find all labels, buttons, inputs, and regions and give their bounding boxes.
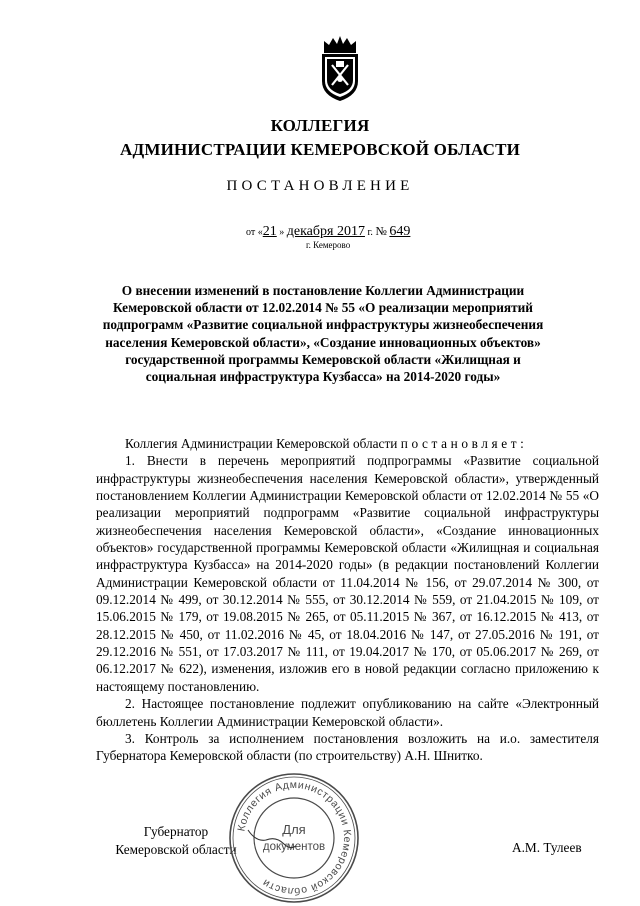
svg-text:документов: документов bbox=[262, 841, 326, 853]
document-subject: О внесении изменений в постановление Коллегии Администрации Кемеровской области от 12.02.2014 № 55 «О реализации мероприятий подпрограмм «Развитие социальной инфраструктуры жизнеобеспечения населения Кемеровской области», «Создание инновационных объектов» государственной программы Кемеровской области «Жилищная и социальная инфраструктура Кузбасса» на 2014-2020 годы» bbox=[102, 283, 544, 385]
signatory-name: А.М. Тулеев bbox=[512, 840, 582, 855]
document-type: ПОСТАНОВЛЕНИЕ bbox=[226, 178, 414, 194]
signatory-title-line1: Губернатор bbox=[143, 824, 209, 839]
intro-decree: постановляет: bbox=[400, 436, 528, 451]
intro-lead: Коллегия Администрации Кемеровской области bbox=[125, 436, 398, 451]
date-prefix: от « bbox=[246, 227, 263, 238]
svg-text:Для: Для bbox=[282, 822, 306, 837]
document-number: 649 bbox=[389, 224, 411, 239]
date-mid: » bbox=[279, 227, 285, 238]
number-label: № bbox=[375, 224, 387, 238]
item-1: 1. Внести в перечень мероприятий подпрограммы «Развитие социальной инфраструктуры жизнеобеспечения населения Кемеровской области», утвержденный постановлением Коллегии Администрации Кемеровской области от 12.02.2014 № 55 «О реализации мероприятий подпрограмм «Развитие социальной инфраструктуры жизнеобеспечения населения Кемеровской области», «Создание инновационных объектов» государственной программы Кемеровской области «Жилищная и социальная инфраструктура Кузбасса» на 2014-2020 годы» (в редакции постановлений Коллегии Администрации Кемеровской области от 11.04.2014 № 156, от 29.07.2014 № 300, от 09.12.2014 № 499, от 30.12.2014 № 555, от 30.12.2014 № 559, от 21.04.2015 № 109, от 15.06.2015 № 179, от 19.08.2015 № 265, от 05.11.2015 № 367, от 16.12.2015 № 413, от 28.12.2015 № 450, от 11.02.2016 № 45, от 18.04.2016 № 147, от 27.05.2016 № 191, от 29.12.2016 № 551, от 17.03.2017 № 111, от 19.04.2017 № 170, от 05.06.2017 № 269, от 06.12.2017 № 622), изменения, изложив его в новой редакции согласно приложению к настоящему постановлению. bbox=[96, 453, 599, 694]
signatory-title-line2: Кемеровской области bbox=[115, 841, 237, 857]
date-month-year: декабря 2017 bbox=[286, 224, 365, 239]
intro-paragraph bbox=[96, 435, 599, 452]
coat-of-arms-emblem bbox=[316, 35, 364, 103]
org-name-line1: КОЛЛЕГИЯ bbox=[270, 116, 370, 135]
city: г. Кемерово bbox=[306, 240, 351, 250]
svg-text:Коллегия Администрации Кемеров: Коллегия Администрации Кемеровской области bbox=[235, 778, 354, 898]
item-2: 2. Настоящее постановление подлежит опубликованию на сайте «Электронный бюллетень Коллегии Администрации Кемеровской области». bbox=[96, 696, 599, 729]
date-day: 21 bbox=[262, 224, 277, 239]
date-year-suffix: г. bbox=[367, 227, 373, 238]
item-3: 3. Контроль за исполнением постановления возложить на и.о. заместителя Губернатора Кемеровской области (по строительству) А.Н. Шнитко. bbox=[96, 730, 599, 764]
date-number-line bbox=[246, 224, 410, 240]
official-seal-stamp bbox=[226, 770, 362, 906]
document-body bbox=[96, 435, 599, 765]
org-name-line2: АДМИНИСТРАЦИИ КЕМЕРОВСКОЙ ОБЛАСТИ bbox=[119, 140, 521, 159]
